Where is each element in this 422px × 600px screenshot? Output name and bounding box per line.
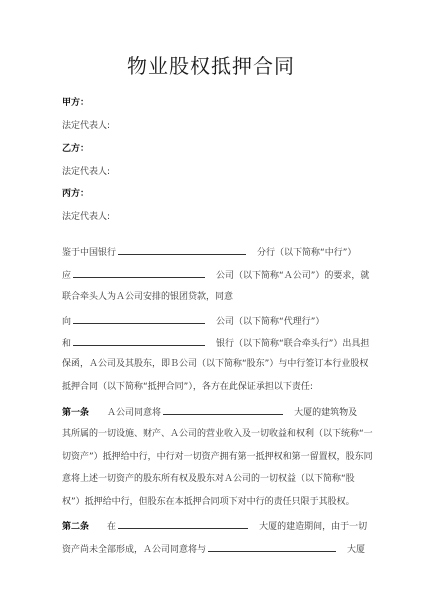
- party-c-representative: 法定代表人:: [62, 212, 111, 222]
- article-2-line-1: [62, 519, 367, 533]
- article-text: 大厦: [347, 545, 366, 555]
- recital-text: 向: [62, 317, 72, 327]
- article-1-line-3: 切资产”）抵押给中行，中行对一切资产拥有第一抵押权和第一留置权，股东同: [62, 452, 373, 462]
- party-a-label: 甲方：: [62, 98, 90, 108]
- recital-text: 鉴于中国银行: [62, 248, 117, 258]
- blank-field: [73, 314, 205, 324]
- blank-field: [73, 336, 205, 346]
- recital-text: 应: [62, 271, 72, 281]
- article-text: 资产尚未全部形成，Ａ公司同意将与: [62, 545, 207, 555]
- party-b-label: 乙方：: [62, 144, 90, 154]
- recital-line-3: 联合牵头人为Ａ公司安排的银团贷款，同意: [62, 292, 234, 302]
- document-title: 物业股权抵押合同: [127, 54, 295, 78]
- article-1-line-1: [62, 405, 357, 419]
- article-text: 大厦的建筑物及: [294, 408, 358, 418]
- article-text: 在: [107, 522, 117, 532]
- blank-field: [208, 542, 336, 552]
- party-c-label: 丙方：: [62, 189, 90, 199]
- recital-text: 分行（以下简称“中行”）: [257, 248, 357, 258]
- article-2-heading: 第二条: [62, 522, 90, 532]
- blank-field: [118, 245, 246, 255]
- party-a-representative: 法定代表人:: [62, 121, 111, 131]
- article-text: 大厦的建造期间，由于一切: [259, 522, 368, 532]
- article-text: Ａ公司同意将: [107, 408, 162, 418]
- recital-text: 银行（以下简称“联合牵头行”）出具担: [216, 339, 370, 349]
- recital-line-1: [62, 245, 356, 259]
- recital-line-4: [62, 314, 324, 328]
- article-2-line-2: [62, 542, 365, 556]
- recital-text: 和: [62, 339, 72, 349]
- article-1-line-2: 其所属的一切设施、财产、Ａ公司的营业收入及一切收益和权利（以下统称“一: [62, 429, 373, 439]
- recital-text: 公司（以下简称“代理行”）: [216, 317, 325, 327]
- recital-line-2: [62, 268, 369, 282]
- article-1-heading: 第一条: [62, 408, 90, 418]
- blank-field: [73, 268, 205, 278]
- article-1-line-4: 意将上述一切资产的股东所有权及股东对Ａ公司的一切权益（以下简称“股: [62, 474, 355, 484]
- party-b-representative: 法定代表人:: [62, 167, 111, 177]
- article-1-line-5: 权”）抵押给中行，但股东在本抵押合同项下对中行的责任只限于其股权。: [62, 497, 355, 507]
- recital-line-7: 抵押合同（以下简称“抵押合同”），各方在此保证承担以下责任:: [62, 382, 313, 392]
- recital-line-6: 保函，Ａ公司及其股东，即Ｂ公司（以下简称“股东”）与中行签订本行业股权: [62, 359, 369, 369]
- blank-field: [163, 405, 283, 415]
- recital-line-5: [62, 336, 369, 350]
- recital-text: 公司（以下简称“Ａ公司”）的要求，就: [216, 271, 370, 281]
- blank-field: [118, 519, 248, 529]
